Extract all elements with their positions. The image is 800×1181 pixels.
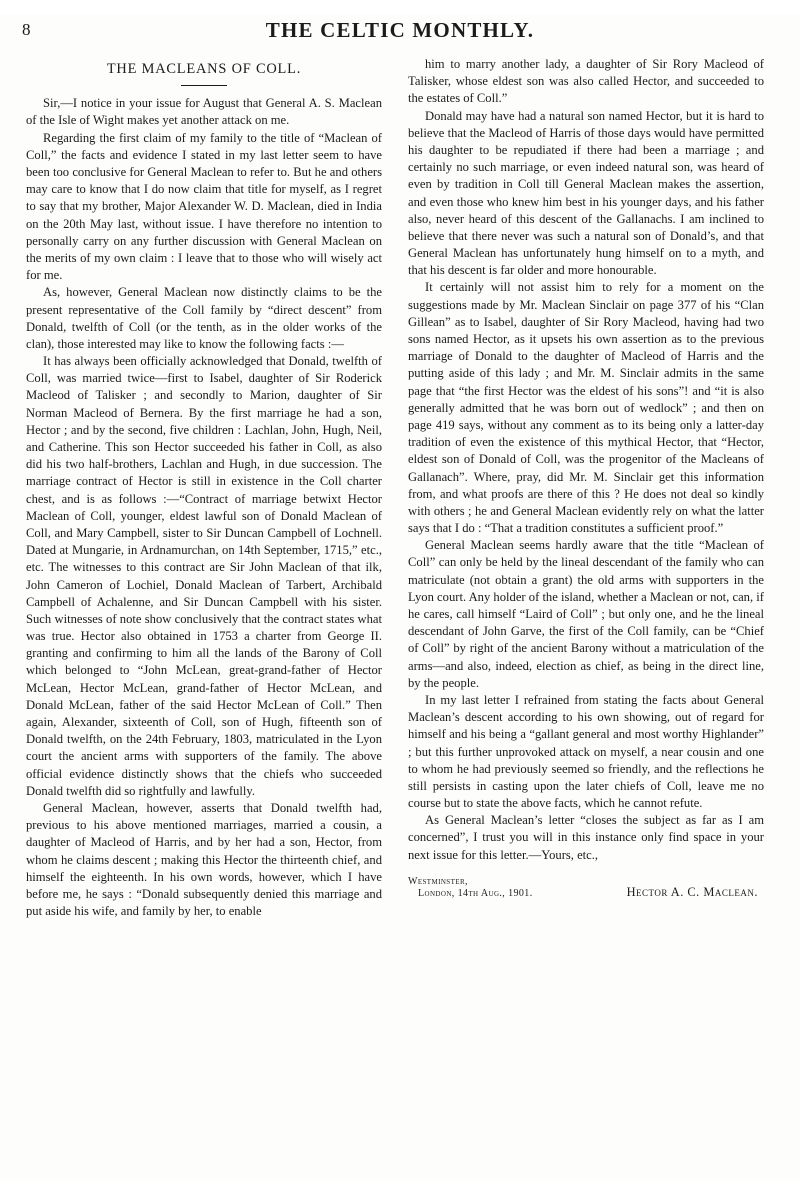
dateline-date: London, 14th Aug., 1901. [418, 888, 533, 900]
paragraph: Donald may have had a natural son named Hector, but it is hard to believe that the Macleod of Harris of those days would have permitted his daughter to be repudiated if there had been a marriage ; and certainly no such marriage, or even indeed natural son, was heard of even by tradition in Coll till General Maclean makes the assertion, and even those who knew him best in his younger days, and his father also, never heard of this descent of the Gallanachs. I am inclined to believe that there never was such a natural son of Donald’s, and that General Maclean has unfortunately hung himself on to a myth, and that his descent is far older and more honourable. [408, 108, 764, 278]
paragraph: Sir,—I notice in your issue for August that General A. S. Maclean of the Isle of Wight makes yet another attack on me. [26, 96, 382, 128]
left-column [26, 56, 382, 920]
page-number: 8 [22, 20, 31, 39]
signoff-block [408, 876, 764, 901]
page-header [0, 14, 800, 56]
paragraph: General Maclean, however, asserts that Donald twelfth had, previous to his above mentioned marriages, married a cousin, a daughter of Macleod of Harris, and by her had a son, Hector, from whom he claims descent ; making this Hector the thirteenth chief, and himself the eighteenth. In his own words, however, which I have before me, he says : “Donald subsequently denied this marriage and put aside his wife, and family by her, to enable [26, 800, 382, 919]
two-column-body [0, 56, 800, 920]
paragraph: As, however, General Maclean now distinctly claims to be the present representative of the Coll family by “direct descent” from Donald, twelfth of Coll (or the tenth, as in the older works of the clan), those interested may like to know the following facts :— [26, 285, 382, 351]
title-rule [181, 85, 227, 87]
right-column [408, 56, 764, 920]
dateline-place: Westminster, [408, 875, 468, 887]
paragraph: It certainly will not assist him to rely for a moment on the suggestions made by Mr. Maclean Sinclair on page 377 of his “Clan Gillean” as to Isabel, daughter of Sir Rory Macleod, having had two sons named Hector, as it upsets his own assertion as to the previous marriage of Donald to the daughter of Macleod of Harris and the putting aside of this lady ; and Mr. M. Sinclair admits in the same page that “the first Hector was the eldest of his sons”! and “it is also generally admitted that he was born out of wedlock” ; and then on page 419 says, without any comment as to its being only a latter-day tradition of even the existence of this mythical Hector, that “Hector, eldest son of Donald of Coll, was the progenitor of the Macleans of Gallanach”. Where, pray, did Mr. M. Sinclair get this information from, and what proofs are there of this ? He does not deal so kindly with others ; he and General Maclean evidently rely on what the latter says that I do : “That a tradition constitutes a sufficient proof.” [408, 280, 764, 536]
paragraph: Regarding the first claim of my family to the title of “Maclean of Coll,” the facts and evidence I stated in my last letter seem to have been too conclusive for General Maclean to refer to. But he and others may care to know that I do now claim that title for myself, as I regret to say that my brother, Major Alexander W. D. Maclean, died in India on the 20th May last, without issue. I have therefore no intention to personally carry on any further discussion with General Maclean on the merits of my own claim : I leave that to those who will wisely act for me. [26, 130, 382, 283]
dateline [408, 876, 533, 901]
paragraph: him to marry another lady, a daughter of Sir Rory Macleod of Talisker, whose eldest son was also called Hector, and succeeded to the estates of Coll.” [408, 57, 764, 106]
running-head: THE CELTIC MONTHLY. [265, 18, 535, 42]
paragraph: General Maclean seems hardly aware that the title “Maclean of Coll” can only be held by the lineal descendant of the family who can matriculate (not obtain a grant) the old arms with supporters in the Lyon court. Any holder of the island, whether a Maclean or not, can, if he cares, call himself “Laird of Coll” ; but only one, and he the lineal descendant of John Garve, the first of the Coll family, can be “Chief of Coll” by right of the ancient Barony without a matriculation of the arms—and also, indeed, election as chief, as being in the direct line, by the people. [408, 538, 764, 690]
page [0, 14, 800, 1181]
paragraph: It has always been officially acknowledged that Donald, twelfth of Coll, was married twice—first to Isabel, daughter of Sir Roderick Macleod of Talisker ; and secondly to Marion, daughter of Sir Norman Macleod of Bernera. By the first marriage he had a son, Hector ; and by the second, five children : Lachlan, John, Hugh, Neil, and Catherine. This son Hector succeeded his father in Coll, as also did his two half-brothers, Lachlan and Hugh, in due succession. The marriage contract of Hector is still in existence in the Coll charter chest, and is as follows :—“Contract of marriage betwixt Hector Maclean of Coll, younger, eldest lawful son of Donald Maclean of Coll, and Mary Campbell, sister to Sir Duncan Campbell of Lochnell. Dated at Mungarie, in Ardnamurchan, on 14th September, 1715,” etc., etc. The witnesses to this contract are Sir John Maclean of that ilk, John Cameron of Lochiel, Donald Maclean of Tarbert, Archibald Campbell of Achalenne, and Sir Duncan Campbell with his sister. Such witnesses of note show conclusively that the contract states what was true. Hector also obtained in 1753 a charter from George II. granting and confirming to him all the lands of the Barony of Coll which belonged to “John McLean, great-grand-father of Hector McLean, Hector McLean, grand-father of Hector McLean, and Donald McLean, father of the said Hector McLean of Coll.” Then again, Alexander, sixteenth of Coll, son of Hugh, fifteenth son of Donald twelfth, on the 24th February, 1803, matriculated in the Lyon court the ancient arms with supporters of the family. The above official evidence distinctly shows that the chiefs who succeeded Donald twelfth did so rightfully and lawfully. [26, 354, 382, 798]
article-title: THE MACLEANS OF COLL. [106, 61, 302, 77]
author-signature: Hector A. C. Maclean. [626, 884, 758, 899]
paragraph: As General Maclean’s letter “closes the subject as far as I am concerned”, I trust you will in this instance only find space in your next issue for this letter.—Yours, etc., [408, 813, 764, 862]
paragraph: In my last letter I refrained from stating the facts about General Maclean’s descent according to his own showing, out of regard for himself and his being a “gallant general and most worthy Highlander” ; but this further unprovoked attack on myself, a near cousin and one to whom he had previously seemed so friendly, and the reflections he still persists in casting upon the later chiefs of Coll, leave me no course but to state the above facts, which he cannot refute. [408, 692, 764, 811]
